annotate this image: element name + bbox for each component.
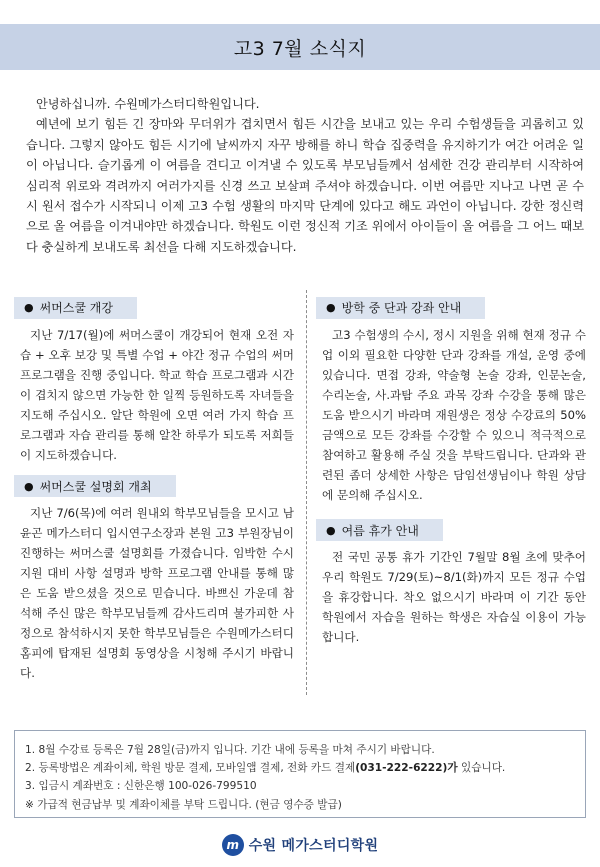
section-body: 지난 7/17(월)에 써머스쿨이 개강되어 현재 오전 자습 + 오후 보강 및 특별 수업 + 야간 정규 수업의 써머 프로그램을 진행 중입니다. 학교 학습 프로그램과 시간이 겹치지 않으면 가능한 한 일찍 등원하도록 자녀들을 지도해 주십시오. 알단 학원에 오면 여러 가지 학습 프로그램과 자습 관리를 통해 알찬 하루가 되도록 저희들이 지도하겠습니다. xyxy=(20,327,294,462)
megastudy-logo-icon: m xyxy=(222,834,244,856)
section-heading-text: 여름 휴가 안내 xyxy=(341,523,419,538)
section-summer-school xyxy=(14,296,296,465)
section-heading xyxy=(316,519,443,541)
intro-body: 예년에 보기 힘든 긴 장마와 무더위가 겹치면서 힘든 시간을 보내고 있는 우리 수험생들을 괴롭히고 있습니다. 그렇지 않아도 힘든 시기에 날씨까지 자꾸 방해를 하니 학습 집중력을 유지하기가 여간 어려운 일이 아닙니다. 슬기롭게 이 여름을 견디고 이겨낼 수 있도록 부모님들께서 섬세한 건강 관리부터 시작하여 심리적 위로와 격려까지 여러가지를 신경 쓰고 보살펴 주셔야 하겠습니다. 이번 여름만 지나고 나면 곧 수시 원서 접수가 시작되니 이제 고3 수험 생활의 마지막 단계에 있다고 해도 과언이 아닙니다. 강한 정신력으로 올 여름을 이겨내야만 하겠습니다. 학원도 이런 정신적 기조 위에서 아이들이 올 여름을 그 어느 때보다 충실하게 보내도록 최선을 다해 지도하겠습니다. xyxy=(26,117,584,254)
notice-line-2-text: 2. 등록방법은 계좌이체, 학원 방문 결제, 모바일앱 결제, 전화 카드 결제 xyxy=(25,762,356,775)
left-column xyxy=(14,296,296,693)
section-heading xyxy=(14,475,176,497)
footer-logo xyxy=(0,830,600,860)
section-summer-holiday xyxy=(316,519,588,648)
section-heading xyxy=(14,297,137,319)
notice-line-4: ※ 가급적 현금납부 및 계좌이체를 부탁 드립니다. (현금 영수증 발급) xyxy=(25,798,342,811)
column-divider xyxy=(306,290,307,695)
page-title: 고3 7월 소식지 xyxy=(233,37,367,60)
section-body: 지난 7/6(목)에 여러 원내외 학부모님들을 모시고 남윤곤 메가스터디 입시연구소장과 본원 고3 부원장님이 진행하는 써머스쿨 설명회를 가졌습니다. 임박한 수시 지원 대비 사항 설명과 방학 프로그램 안내를 통해 많은 도움 받으셨을 것으로 믿습니다. 바쁘신 가운데 참석해 주신 많은 학부모님들께 감사드리며 불가피한 사정으로 참석하시지 못한 학부모님들은 수원메가스터디 홈피에 탑재된 설명회 동영상을 시청해 주시기 바랍니다. xyxy=(20,506,294,680)
section-info-session xyxy=(14,475,296,684)
bullet-icon: ● xyxy=(326,301,336,314)
notice-line-2 xyxy=(25,759,575,777)
section-body: 고3 수험생의 수시, 정시 지원을 위해 현재 정규 수업 이외 필요한 다양한 단과 강좌를 개설, 운영 중에 있습니다. 면접 강좌, 약술형 논술 강좌, 인문논술, 수리논술, 사.과탐 주요 과목 강좌 수강을 통해 많은 도움 받으시기 바라며 재원생은 정상 수강료의 50% 금액으로 모든 강좌를 수강할 수 있으니 적극적으로 참여하고 활용해 주실 것을 부탁드립니다. 단과와 관련된 좀더 상세한 사항은 담임선생님이나 학원 상담에 문의해 주십시오. xyxy=(322,327,586,502)
section-heading-text: 써머스쿨 설명회 개최 xyxy=(39,479,152,494)
bullet-icon: ● xyxy=(326,523,336,537)
bullet-icon: ● xyxy=(24,301,34,314)
logo-text: 수원 메가스터디학원 xyxy=(248,838,379,854)
section-heading xyxy=(316,297,485,319)
intro-letter xyxy=(26,94,584,257)
right-column xyxy=(316,296,588,657)
section-vacation-courses xyxy=(316,296,588,505)
notice-phone: (031-222-6222)가 xyxy=(355,762,458,775)
notice-line-1: 1. 8월 수강료 등록은 7월 28일(금)까지 입니다. 기간 내에 등록을 마쳐 주시기 바랍니다. xyxy=(25,744,435,756)
section-body: 전 국민 공통 휴가 기간인 7월말 8월 초에 맞추어 우리 학원도 7/29(토)~8/1(화)까지 모든 정규 수업을 휴강합니다. 착오 없으시기 바라며 이 기간 동안 학원에서 자습을 원하는 학생은 자습실 이용이 가능합니다. xyxy=(322,550,586,644)
section-heading-text: 써머스쿨 개강 xyxy=(39,301,113,315)
notice-line-3: 3. 입금시 계좌번호 : 신한은행 100-026-799510 xyxy=(25,780,257,793)
notice-line-2-suffix: 있습니다. xyxy=(457,762,506,775)
bullet-icon: ● xyxy=(24,479,34,493)
intro-greeting: 안녕하십니까. 수원메가스터디학원입니다. xyxy=(36,97,260,111)
title-bar xyxy=(0,24,600,70)
section-heading-text: 방학 중 단과 강좌 안내 xyxy=(341,301,462,315)
notice-box xyxy=(14,730,586,818)
